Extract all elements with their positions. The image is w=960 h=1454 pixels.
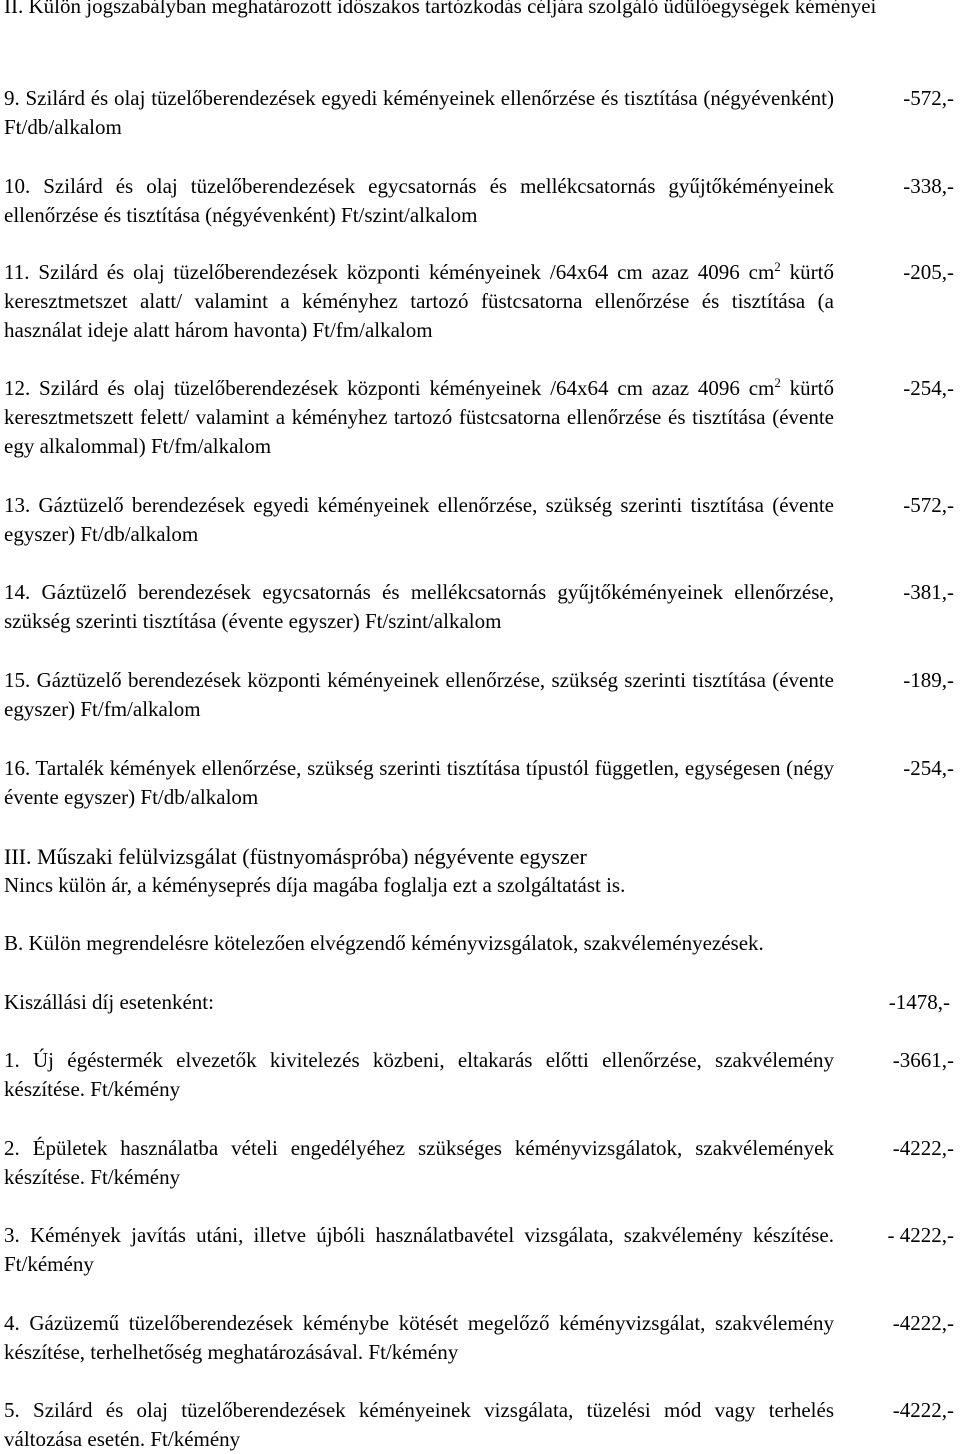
b-item-3-price: - 4222,- [887, 1223, 954, 1247]
b-item-2-price: -4222,- [892, 1136, 954, 1160]
item-14-text: 14. Gáztüzelő berendezések egycsatornás és mellékcsatornás gyűjtőkéményeinek ellenőrzése, szükség szerinti tisztítása (évente egyszer) Ft/szint/alkalom [4, 580, 834, 633]
item-12-price: -254,- [903, 376, 954, 400]
section-3-heading: III. Műszaki felülvizsgálat (füstnyomáspróba) négyévente egyszer [4, 844, 587, 869]
item-10-text: 10. Szilárd és olaj tüzelőberendezések egycsatornás és mellékcsatornás gyűjtőkéményeinek ellenőrzése és tisztítása (négyévenként) Ft/szint/alkalom [4, 174, 834, 227]
item-12-text-b: kürtő keresztmetszett felett/ valamint a kéményhez tartozó füstcsatorna ellenőrzése és tisztítása (évente egy alkalommal) Ft/fm/alkalom [4, 376, 834, 458]
item-16-price: -254,- [903, 756, 954, 780]
travel-fee-label: Kiszállási díj esetenként: [4, 990, 214, 1014]
item-10-price: -338,- [903, 174, 954, 198]
item-9-text: 9. Szilárd és olaj tüzelőberendezések egyedi kéményeinek ellenőrzése és tisztítása (négyévenként) Ft/db/alkalom [4, 86, 834, 139]
b-item-1-text: 1. Új égéstermék elvezetők kivitelezés közbeni, eltakarás előtti ellenőrzése, szakvélemény készítése. Ft/kémény [4, 1048, 834, 1101]
item-11-superscript: 2 [774, 259, 781, 274]
b-item-5-text: 5. Szilárd és olaj tüzelőberendezések kéményeinek vizsgálata, tüzelési mód vagy terhelés változása esetén. Ft/kémény [4, 1398, 834, 1451]
b-item-3-text: 3. Kémények javítás utáni, illetve újbóli használatbavétel vizsgálata, szakvélemény készítése. Ft/kémény [4, 1223, 834, 1276]
item-16-text: 16. Tartalék kémények ellenőrzése, szükség szerinti tisztítása típustól független, egységesen (négy évente egyszer) Ft/db/alkalom [4, 756, 834, 809]
item-13-price: -572,- [903, 493, 954, 517]
item-12-text-a: 12. Szilárd és olaj tüzelőberendezések központi kéményeinek /64x64 cm azaz 4096 cm [4, 376, 775, 400]
travel-fee-price: -1478,- [888, 990, 950, 1014]
item-11-price: -205,- [903, 260, 954, 284]
section-b-heading: B. Külön megrendelésre kötelezően elvégzendő kéményvizsgálatok, szakvéleményezések. [4, 931, 764, 955]
section-3-note: Nincs külön ár, a kéményseprés díja magába foglalja ezt a szolgáltatást is. [4, 873, 626, 897]
item-12-superscript: 2 [774, 375, 781, 390]
section-2-heading: II. Külön jogszabályban meghatározott időszakos tartózkodás céljára szolgáló üdülőegységek kéményei [4, 0, 877, 18]
item-11-text [4, 258, 834, 345]
b-item-5-price: -4222,- [892, 1398, 954, 1422]
b-item-2-text: 2. Épületek használatba vételi engedélyéhez szükséges kéményvizsgálatok, szakvélemények készítése. Ft/kémény [4, 1136, 834, 1189]
b-item-1-price: -3661,- [892, 1048, 954, 1072]
item-11-text-b: kürtő keresztmetszet alatt/ valamint a kéményhez tartozó füstcsatorna ellenőrzése és tisztítása (a használat ideje alatt három havonta) Ft/fm/alkalom [4, 260, 834, 342]
item-12-text [4, 374, 834, 461]
item-13-text: 13. Gáztüzelő berendezések egyedi kéményeinek ellenőrzése, szükség szerinti tisztítása (évente egyszer) Ft/db/alkalom [4, 493, 834, 546]
b-item-4-price: -4222,- [892, 1311, 954, 1335]
item-11-text-a: 11. Szilárd és olaj tüzelőberendezések központi kéményeinek /64x64 cm azaz 4096 cm [4, 260, 775, 284]
item-15-text: 15. Gáztüzelő berendezések központi kéményeinek ellenőrzése, szükség szerinti tisztítása (évente egyszer) Ft/fm/alkalom [4, 668, 834, 721]
item-15-price: -189,- [903, 668, 954, 692]
b-item-4-text: 4. Gázüzemű tüzelőberendezések kéménybe kötését megelőző kéményvizsgálat, szakvélemény készítése, terhelhetőség meghatározásával. Ft/kémény [4, 1311, 834, 1364]
item-9-price: -572,- [903, 86, 954, 110]
item-14-price: -381,- [903, 580, 954, 604]
